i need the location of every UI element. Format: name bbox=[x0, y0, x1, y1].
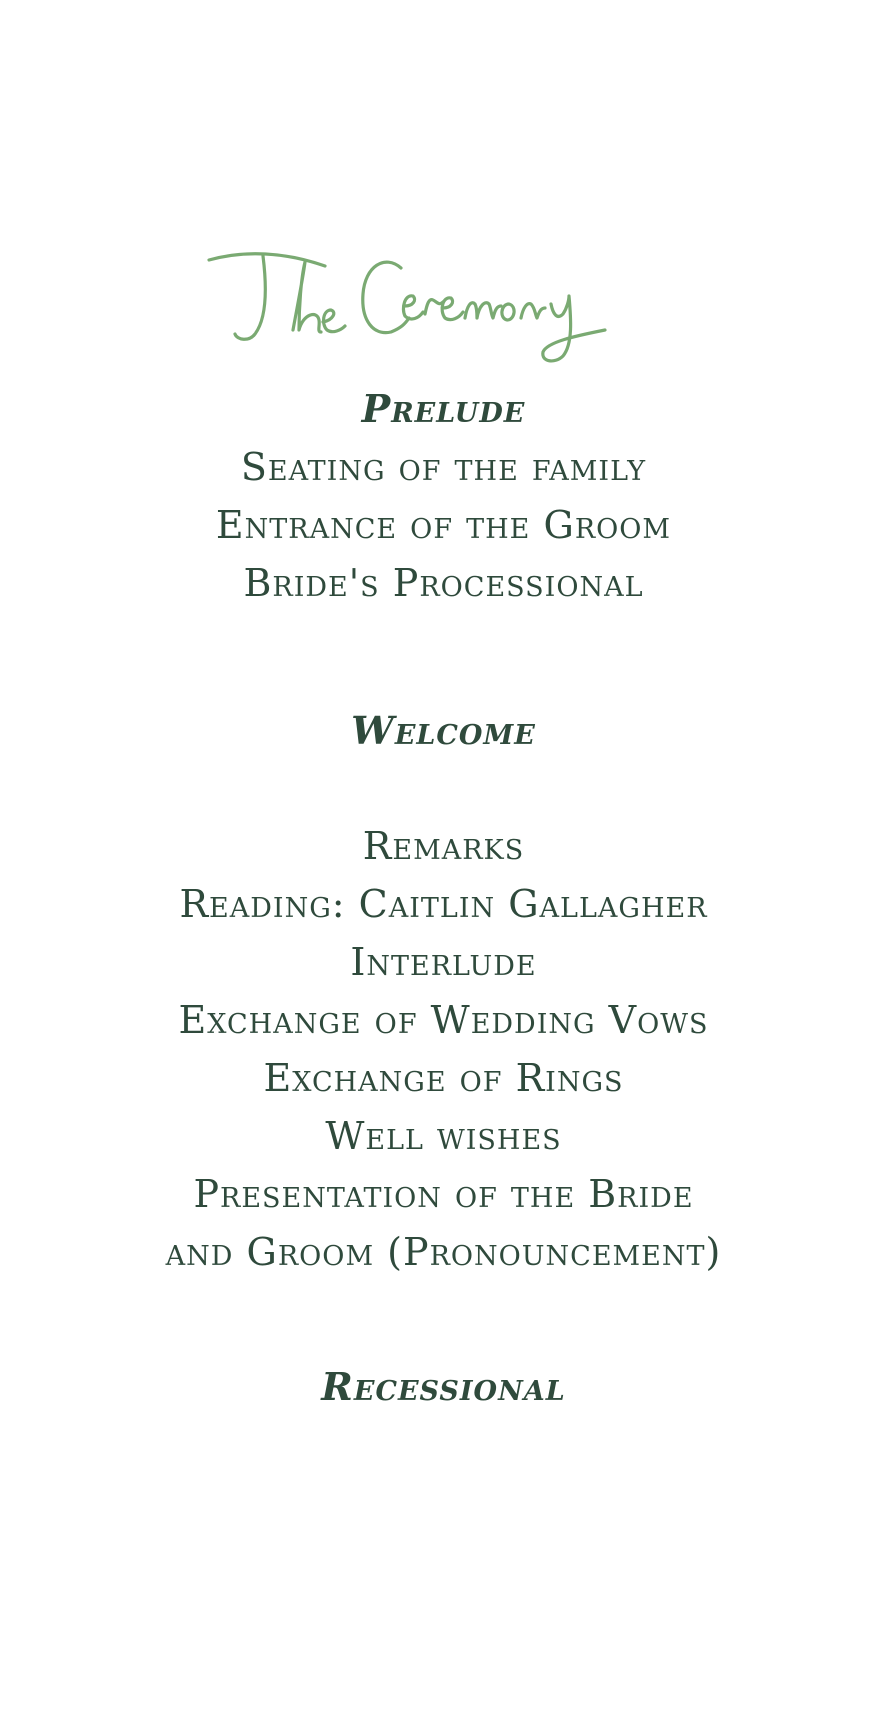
program-item: Entrance of the Groom bbox=[215, 503, 672, 547]
program-item: Exchange of Rings bbox=[263, 1056, 624, 1100]
prelude-heading: Prelude bbox=[361, 386, 526, 431]
program-item: Remarks bbox=[362, 824, 525, 868]
recessional-heading: Recessional bbox=[321, 1364, 566, 1409]
program-item: Exchange of Wedding Vows bbox=[178, 998, 709, 1042]
program-item: and Groom (Pronouncement) bbox=[165, 1230, 722, 1274]
welcome-heading: Welcome bbox=[351, 708, 536, 753]
program-item: Presentation of the Bride bbox=[193, 1172, 694, 1216]
ceremony-title bbox=[205, 248, 665, 388]
program-item: Interlude bbox=[350, 940, 537, 984]
program-item: Seating of the family bbox=[240, 445, 647, 489]
program-item: Well wishes bbox=[325, 1114, 562, 1158]
program-item: Bride's Processional bbox=[243, 561, 644, 605]
program-item: Reading: Caitlin Gallagher bbox=[179, 882, 708, 926]
